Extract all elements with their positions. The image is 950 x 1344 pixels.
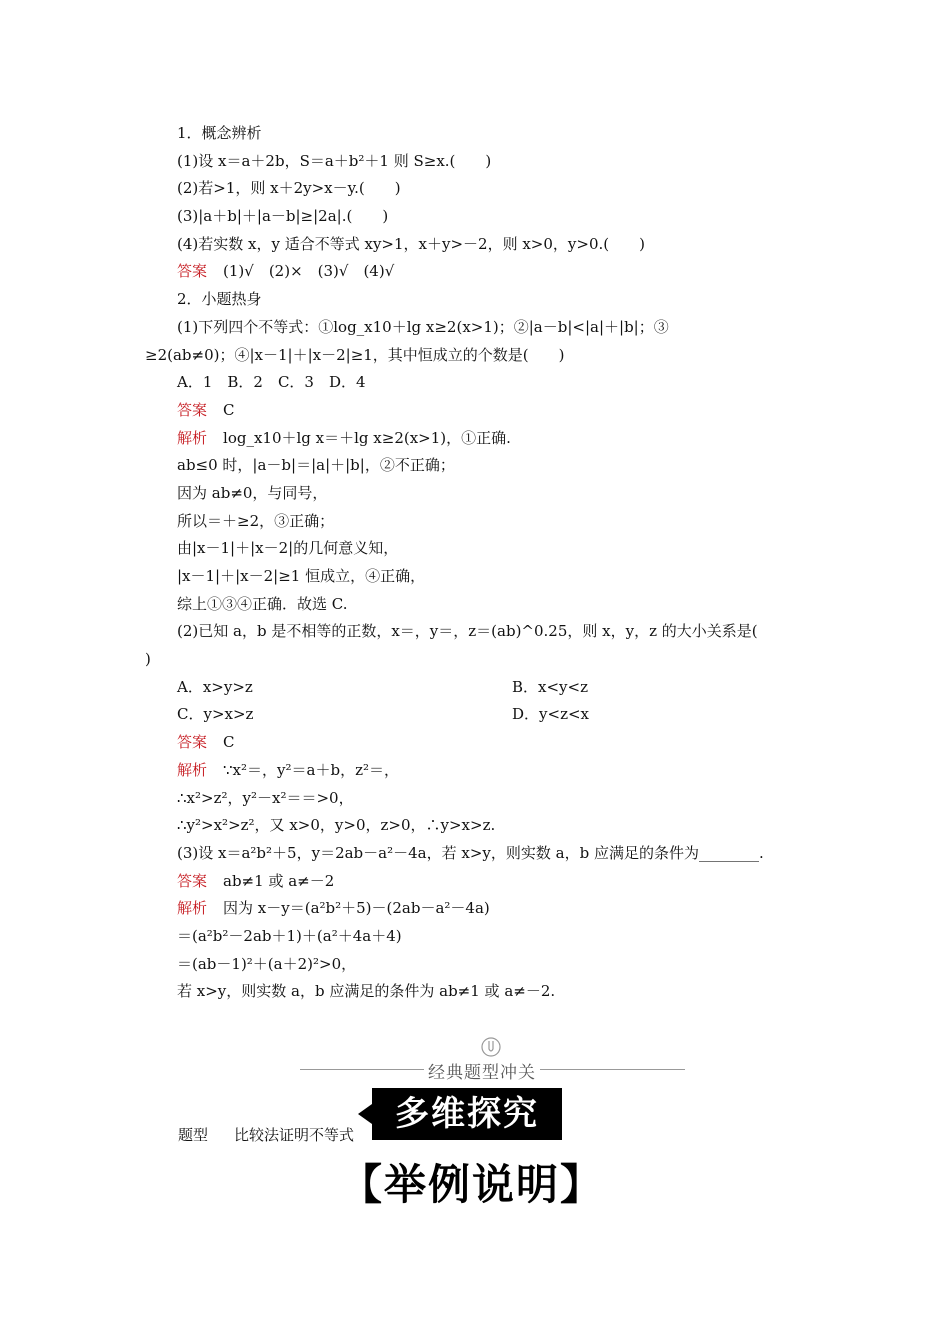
decoration-icon bbox=[480, 1036, 502, 1058]
multi-dimensional-label: 多维探究 bbox=[372, 1088, 562, 1140]
line-text: (1)√ (2)× (3)√ (4)√ bbox=[223, 262, 395, 281]
text-line bbox=[145, 148, 825, 176]
answer-label: 解析 bbox=[177, 760, 208, 779]
line-text: 2．小题热身 bbox=[177, 290, 262, 309]
question-type bbox=[178, 1124, 354, 1145]
example-title: 【举例说明】 bbox=[340, 1160, 605, 1209]
text-line bbox=[145, 951, 825, 979]
line-text: ≥2(ab≠0)；④|x－1|＋|x－2|≥1，其中恒成立的个数是( ) bbox=[145, 345, 565, 364]
line-text: log_x10＋lg x＝＋lg x≥2(x>1)，①正确. bbox=[223, 428, 511, 447]
line-text: (4)若实数 x，y 适合不等式 xy>1，x＋y>－2，则 x>0，y>0.( ) bbox=[177, 234, 645, 253]
line-text: |x－1|＋|x－2|≥1 恒成立，④正确， bbox=[177, 567, 426, 585]
text-line bbox=[145, 258, 825, 286]
line-text: 因为 ab≠0，与同号， bbox=[177, 483, 328, 502]
line-text: 所以＝＋≥2，③正确； bbox=[177, 511, 335, 530]
text-line bbox=[145, 231, 825, 259]
line-text: A．1 B．2 C．3 D．4 bbox=[177, 373, 366, 392]
option-choice: D．y<z<x bbox=[512, 705, 589, 724]
text-line bbox=[145, 425, 825, 453]
text-line bbox=[145, 895, 825, 923]
line-text: (3)|a＋b|＋|a－b|≥|2a|.( ) bbox=[177, 207, 389, 226]
line-text: 因为 x－y＝(a²b²＋5)－(2ab－a²－4a) bbox=[223, 899, 490, 918]
section-banner bbox=[300, 1036, 685, 1083]
text-line bbox=[145, 535, 825, 563]
text-line bbox=[145, 314, 825, 342]
question-type-label: 题型 bbox=[178, 1126, 209, 1144]
text-line bbox=[145, 868, 825, 896]
question-type-text: 比较法证明不等式 bbox=[234, 1126, 355, 1144]
answer-label: 解析 bbox=[177, 899, 208, 918]
text-line bbox=[145, 508, 825, 536]
text-line bbox=[145, 646, 825, 674]
text-line bbox=[145, 342, 825, 370]
line-text: ＝(a²b²－2ab＋1)＋(a²＋4a＋4) bbox=[177, 926, 402, 945]
line-text: 1．概念辨析 bbox=[177, 124, 262, 142]
options-row bbox=[145, 674, 825, 702]
text-line bbox=[145, 480, 825, 508]
answer-label: 解析 bbox=[177, 428, 208, 447]
line-text: ) bbox=[145, 650, 151, 669]
text-line bbox=[145, 591, 825, 619]
line-text: (2)已知 a，b 是不相等的正数，x＝，y＝，z＝(ab)^0.25，则 x，y，z 的大小关系是( bbox=[177, 622, 758, 641]
banner-title: 经典题型冲关 bbox=[424, 1058, 540, 1083]
answer-label: 答案 bbox=[177, 871, 208, 890]
text-line bbox=[145, 978, 825, 1006]
option-choice: C．y>x>z bbox=[177, 705, 254, 724]
line-text: ＝(ab－1)²＋(a＋2)²>0， bbox=[177, 954, 357, 973]
text-line bbox=[145, 923, 825, 951]
line-text: 由|x－1|＋|x－2|的几何意义知， bbox=[177, 539, 399, 558]
option-choice: B．x<y<z bbox=[512, 677, 588, 696]
line-text: ∴y²>x²>z²，又 x>0，y>0，z>0，∴y>x>z. bbox=[177, 816, 496, 835]
text-line bbox=[145, 397, 825, 425]
option-choice: A．x>y>z bbox=[177, 677, 253, 696]
text-line bbox=[145, 812, 825, 840]
text-line bbox=[145, 785, 825, 813]
text-line bbox=[145, 757, 825, 785]
line-text: ∴x²>z²，y²－x²＝＝>0， bbox=[177, 788, 354, 807]
text-line bbox=[145, 729, 825, 757]
answer-label: 答案 bbox=[177, 262, 208, 281]
text-line bbox=[145, 618, 825, 646]
line-text: (1)下列四个不等式：①log_x10＋lg x≥2(x>1)；②|a－b|<|a|＋|b|；③ bbox=[177, 317, 669, 336]
line-text: 综上①③④正确．故选 C. bbox=[177, 594, 348, 613]
text-line bbox=[145, 840, 825, 868]
text-line bbox=[145, 203, 825, 231]
line-text: C bbox=[223, 733, 235, 752]
line-text: ab≤0 时，|a－b|＝|a|＋|b|，②不正确； bbox=[177, 456, 455, 475]
line-text: (1)设 x＝a＋2b，S＝a＋b²＋1 则 S≥x.( ) bbox=[177, 151, 492, 170]
text-line bbox=[145, 369, 825, 397]
text-line bbox=[145, 175, 825, 203]
document-body bbox=[145, 120, 825, 1006]
text-line bbox=[145, 286, 825, 314]
text-line bbox=[145, 452, 825, 480]
line-text: 若 x>y，则实数 a，b 应满足的条件为 ab≠1 或 a≠－2. bbox=[177, 982, 556, 1001]
options-row bbox=[145, 701, 825, 729]
line-text: (3)设 x＝a²b²＋5，y＝2ab－a²－4a，若 x>y，则实数 a，b 应满足的条件为________. bbox=[177, 843, 764, 862]
text-line bbox=[145, 563, 825, 591]
line-text: ∵x²＝，y²＝a＋b，z²＝， bbox=[223, 760, 399, 779]
answer-label: 答案 bbox=[177, 733, 208, 752]
line-text: ab≠1 或 a≠－2 bbox=[223, 871, 335, 890]
text-line bbox=[145, 120, 825, 148]
answer-label: 答案 bbox=[177, 400, 208, 419]
line-text: C bbox=[223, 400, 235, 419]
line-text: (2)若>1，则 x＋2y>x－y.( ) bbox=[177, 179, 401, 198]
